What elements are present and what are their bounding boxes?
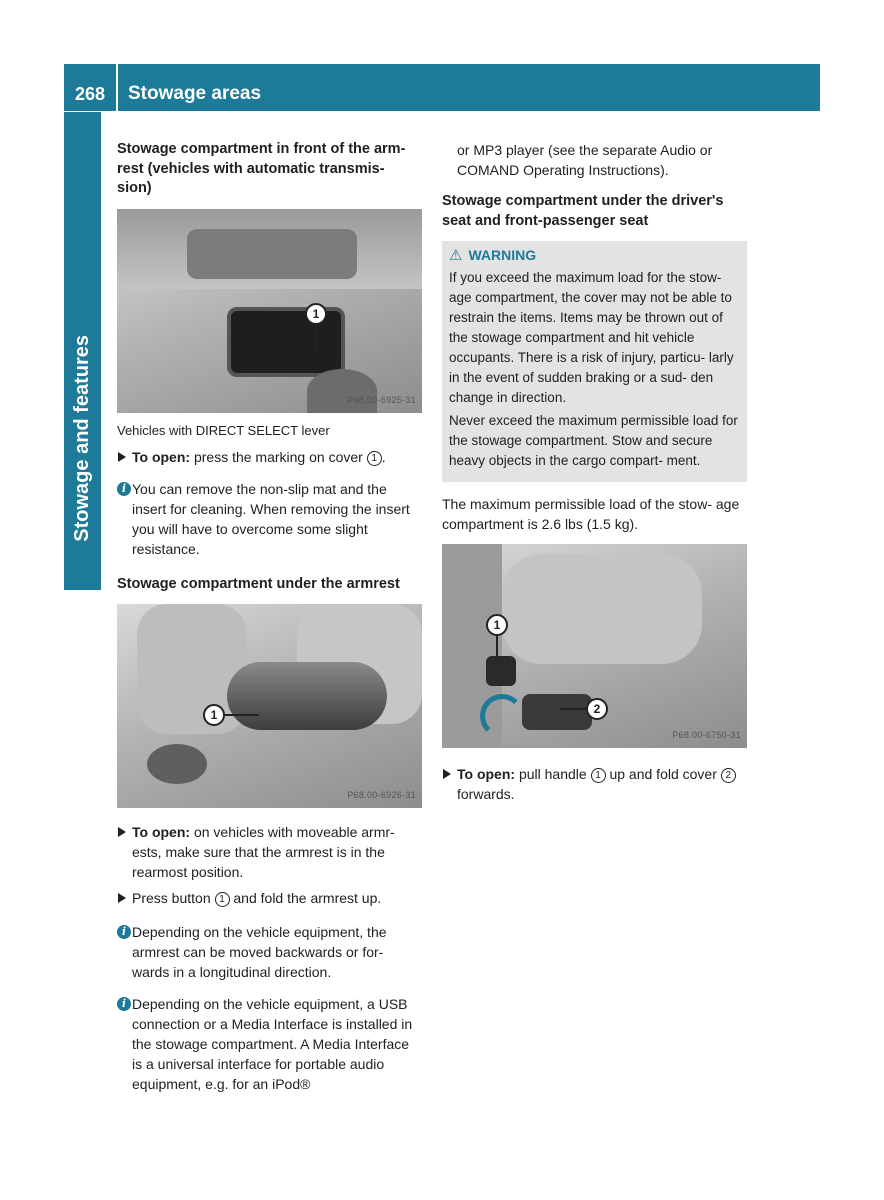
figure-code: P68.00-6925-31	[347, 394, 416, 405]
warning-paragraph: If you exceed the maximum load for the stow- age compartment, the cover may not be able to restrain the items. Items may be thrown out of the stowage compartment and hit vehicle occupants. There is a risk of injury, particu- larly in the event of sudden braking or a sud- den change in direction.	[449, 270, 734, 405]
callout-1: 1	[203, 704, 225, 726]
max-load-text: The maximum permissible load of the stow- age compartment is 2.6 lbs (1.5 kg).	[442, 496, 740, 532]
callout-2: 2	[586, 698, 608, 720]
step-text-end: and fold the armrest up.	[233, 890, 382, 906]
callout-1: 1	[486, 614, 508, 636]
step-label: To open:	[132, 448, 191, 465]
warning-paragraph: Never exceed the maximum permissible load for the stowage compartment. Stow and secure heavy objects in the cargo compart- ment.	[449, 413, 738, 468]
left-column	[117, 140, 422, 1106]
figure-code: P68.00-6750-31	[672, 730, 741, 740]
right-column	[442, 140, 747, 810]
number-marker: 1	[591, 768, 606, 783]
callout-leader	[496, 636, 498, 658]
step-text: pull handle	[518, 766, 587, 782]
armrest-shape	[227, 662, 387, 730]
info-note-mat	[117, 479, 422, 559]
section-heading-under-seat: Stowage compartment under the driver's seat and front-passenger seat	[442, 193, 724, 229]
number-marker: 1	[367, 451, 382, 466]
figure-code: P68.00-6926-31	[347, 790, 416, 800]
info-text: Depending on the vehicle equipment, the armrest can be moved backwards or for- wards in a longitudinal direction.	[132, 924, 387, 980]
warning-triangle-icon: ⚠	[449, 247, 463, 264]
callout-leader	[315, 325, 317, 351]
seat-shape	[502, 554, 702, 664]
cupholder-shape	[147, 744, 207, 784]
figure-under-seat	[442, 544, 747, 748]
warning-title-text: WARNING	[468, 247, 537, 263]
rotation-arrow-shape	[480, 694, 524, 738]
step-text: on vehicles with moveable armr- ests, make sure that the armrest is in the rearmost position.	[132, 824, 395, 880]
section-heading-armrest: Stowage compartment under the armrest	[117, 575, 400, 592]
side-tab-label: Stowage and features	[71, 335, 93, 542]
step-text: forwards.	[457, 786, 515, 802]
callout-1: 1	[305, 303, 327, 325]
cover-shape	[522, 694, 592, 730]
step-text: Press button	[132, 890, 211, 906]
step-text: press the marking on cover	[193, 448, 363, 465]
figure-caption: Vehicles with DIRECT SELECT lever	[117, 422, 330, 438]
step-label: To open:	[457, 766, 516, 782]
step-armrest-position	[117, 822, 422, 882]
callout-leader	[560, 708, 586, 710]
step-open-cover	[117, 447, 422, 467]
step-text-end: .	[381, 448, 386, 465]
step-open-seat-compartment	[442, 764, 747, 804]
continuation-text: or MP3 player (see the separate Audio or COMAND Operating Instructions).	[457, 142, 713, 178]
header-bar	[64, 64, 820, 111]
step-press-button	[117, 888, 422, 908]
number-marker: 1	[215, 892, 230, 907]
callout-leader	[225, 714, 259, 716]
console-controls-shape	[187, 229, 357, 279]
info-text: Depending on the vehicle equipment, a USB connection or a Media Interface is installed in the stowage compartment. A Media Interface is a universal interface for portable audio equipment, e.g. for an iPod®	[132, 996, 413, 1092]
compartment-cover-shape	[227, 307, 345, 377]
warning-title	[449, 245, 739, 266]
header-divider	[116, 64, 118, 111]
info-icon: i	[117, 997, 131, 1011]
page-title: Stowage areas	[128, 83, 262, 104]
warning-box	[442, 241, 747, 482]
info-icon: i	[117, 925, 131, 939]
section-heading-armrest-front: Stowage compartment in front of the arm- rest (vehicles with automatic transmis- sion)	[117, 141, 406, 196]
info-note-armrest-move	[117, 922, 422, 982]
info-icon: i	[117, 482, 131, 496]
number-marker: 2	[721, 768, 736, 783]
figure-center-console	[117, 209, 422, 413]
info-note-usb	[117, 994, 422, 1094]
side-tab-label-wrap	[64, 112, 101, 542]
figure-armrest	[117, 604, 422, 808]
page-number: 268	[74, 84, 106, 104]
info-text: You can remove the non-slip mat and the insert for cleaning. When removing the insert you will have to overcome some slight resistance.	[132, 480, 410, 557]
handle-shape	[486, 656, 516, 686]
step-text: up and fold cover	[609, 766, 717, 782]
step-label: To open:	[132, 824, 191, 840]
